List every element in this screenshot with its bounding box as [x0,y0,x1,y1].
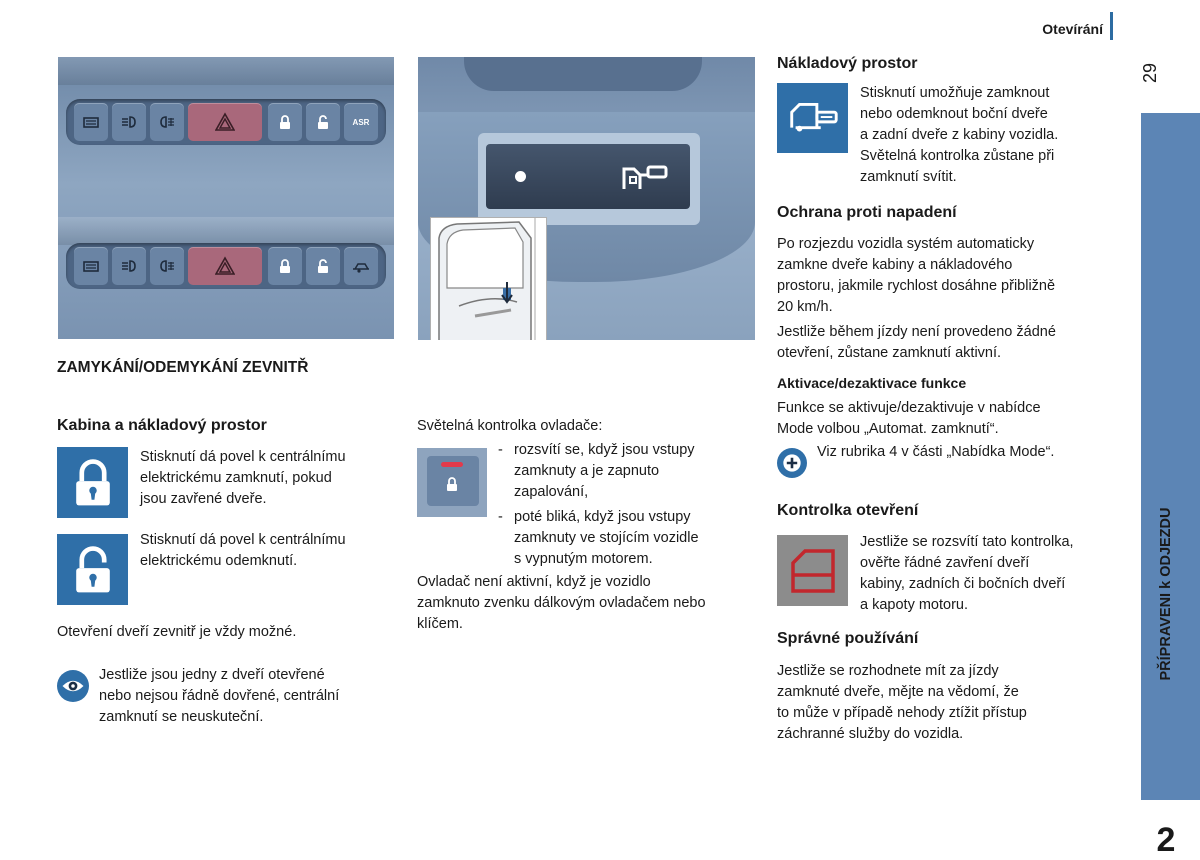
chapter-number: 2 [1156,821,1176,859]
unlock-text: Stisknutí dá povel k centrálnímu elektrickému odemknutí. [140,532,346,569]
indicator-bullet-1: rozsvítí se, když jsou vstupy zamknuty a je zapnuto zapalování, [514,442,695,500]
unlock-button-icon [306,103,340,141]
indicator-heading: Světelná kontrolka ovladače: [417,418,603,434]
lock-open-icon [57,534,128,605]
plus-info-icon [777,448,807,478]
lock-indicator-icon [417,448,487,517]
open-light-heading: Kontrolka otevření [777,502,919,519]
eye-warning-icon [57,670,89,702]
inactive-note: Ovladač není aktivní, když je vozidlo zamknuto zvenku dálkovým ovladačem nebo klíčem. [417,574,706,632]
switch-strip-upper [66,99,386,145]
switch-strip-lower [66,243,386,289]
cargo-switch-illustration [418,57,755,340]
rear-defrost-icon [74,103,108,141]
fog-light-front-icon [112,103,146,141]
hazard-icon [188,103,262,141]
door-open-icon [777,535,848,606]
fog-light-rear-icon [150,247,184,285]
running-header: Otevírání [1042,21,1103,37]
cargo-text: Stisknutí umožňuje zamknout nebo odemknout boční dveře a zadní dveře z kabiny vozidla. Světelná kontrolka zůstane při zamknutí svítit. [860,85,1059,185]
bullet-marker-2: - [498,509,503,525]
unlock-button-icon [306,247,340,285]
cabin-heading: Kabina a nákladový prostor [57,417,267,434]
indicator-bullet-2: poté bliká, když jsou vstupy zamknuty ve stojícím vozidle s vypnutým motorem. [514,509,699,567]
page-number: 29 [1140,62,1160,84]
panel-shade-lower [58,217,394,245]
protection-text-1: Po rozjezdu vozidla systém automaticky zamkne dveře kabiny a nákladového prostoru, jakmile rychlost dosáhne přibližně 20 km/h. [777,236,1056,315]
correct-use-heading: Správné používání [777,630,919,647]
rear-defrost-icon [74,247,108,285]
warning-text: Jestliže jsou jedny z dveří otevřené nebo nejsou řádně dovřené, centrální zamknutí se neuskuteční. [99,667,340,725]
bullet-marker-1: - [498,442,503,458]
cargo-lock-switch [486,144,690,209]
lock-text: Stisknutí dá povel k centrálnímu elektrickému zamknutí, pokud jsou zavřené dveře. [140,449,346,507]
dashboard-switch-illustration [58,57,394,339]
see-text: Viz rubrika 4 v části „Nabídka Mode“. [817,444,1055,460]
fog-light-rear-icon [150,103,184,141]
lock-closed-icon [57,447,128,518]
chapter-label: PŘÍPRAVENI k ODJEZDU [1158,507,1174,681]
chapter-divider [1141,810,1200,813]
indicator-dot [515,171,526,182]
panel-shade [58,57,394,85]
trailer-icon [344,247,378,285]
asr-button [344,103,378,141]
activation-heading: Aktivace/dezaktivace funkce [777,375,967,391]
van-lock-tile [777,83,848,153]
header-rule [1110,12,1113,40]
fog-light-front-icon [112,247,146,285]
correct-use-text: Jestliže se rozhodnete mít za jízdy zamknuté dveře, mějte na vědomí, že to může v případě nehody ztížit přístup záchranné služby do vozidla. [777,663,1027,742]
chapter-tab [1141,113,1200,859]
open-light-text: Jestliže se rozsvítí tato kontrolka, ověřte řádné zavření dveří kabiny, zadních či bočních dveří a kapoty motoru. [860,534,1074,613]
van-lock-icon [620,159,670,195]
van-lock-icon [784,89,842,147]
open-note: Otevření dveří zevnitř je vždy možné. [57,624,297,640]
asr-label: ASR [352,117,370,127]
protection-text-2: Jestliže během jízdy není provedeno žádné otevření, zůstane zamknutí aktivní. [777,324,1056,361]
lock-button-icon [268,247,302,285]
console-slot [464,57,702,91]
door-inset-illustration [430,217,547,340]
main-heading: ZAMYKÁNÍ/ODEMYKÁNÍ ZEVNITŘ [57,359,309,376]
protection-heading: Ochrana proti napadení [777,204,957,221]
cargo-heading: Nákladový prostor [777,55,918,72]
hazard-icon [188,247,262,285]
lock-button-icon [268,103,302,141]
door-handle-drawing [431,218,546,340]
activation-text: Funkce se aktivuje/dezaktivuje v nabídce Mode volbou „Automat. zamknutí“. [777,400,1041,437]
